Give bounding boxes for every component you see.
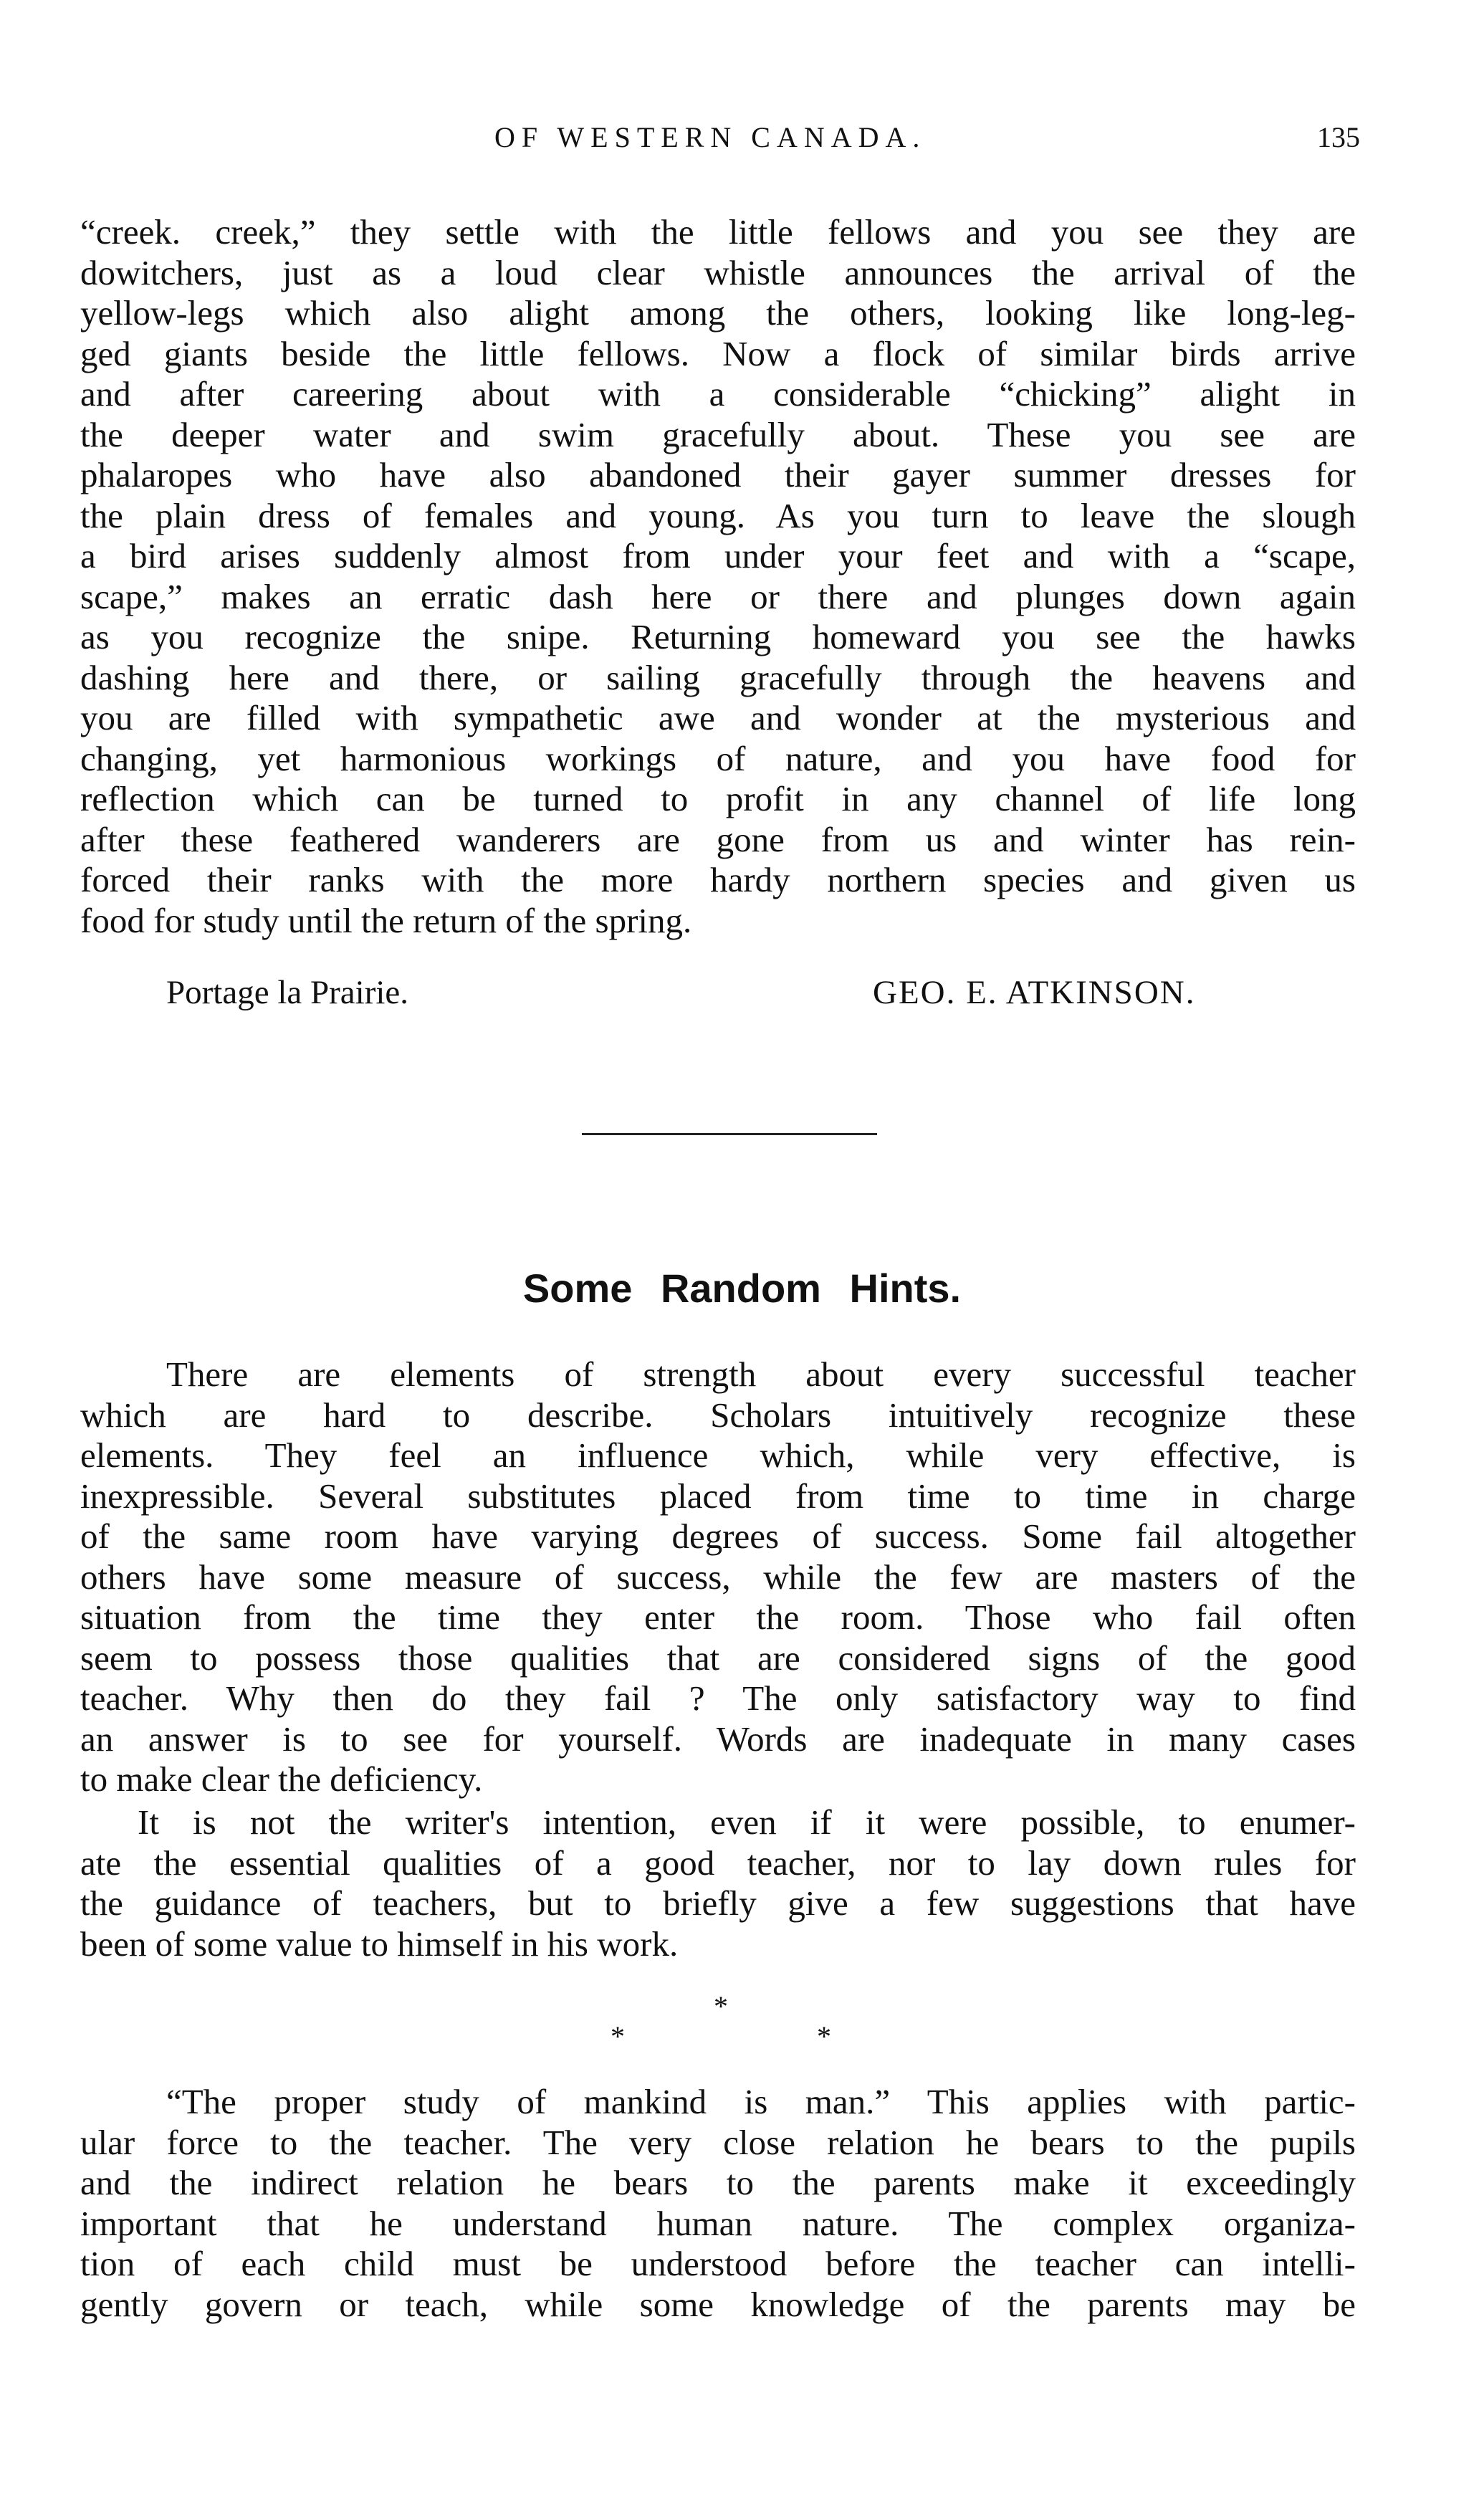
text-line: after these feathered wanderers are gone from us and winter has rein- bbox=[80, 819, 1356, 859]
text-line: ged giants beside the little fellows. Now a flock of similar birds arrive bbox=[80, 333, 1356, 373]
text-line: and after careering about with a considerable “chicking” alight in bbox=[80, 374, 1356, 414]
text-line: and the indirect relation he bears to the parents make it exceedingly bbox=[80, 2163, 1356, 2202]
text-line: seem to possess those qualities that are considered signs of the good bbox=[80, 1638, 1356, 1678]
text-line: the deeper water and swim gracefully about. These you see are bbox=[80, 414, 1356, 454]
running-title: OF WESTERN CANADA. bbox=[494, 121, 927, 153]
text-line: “The proper study of mankind is man.” This applies with partic- bbox=[166, 2082, 1356, 2121]
text-line: It is not the writer's intention, even if it were possible, to enumer- bbox=[138, 1802, 1356, 1842]
text-line: changing, yet harmonious workings of nature, and you have food for bbox=[80, 738, 1356, 778]
text-line: “creek. creek,” they settle with the little fellows and you see they are bbox=[80, 212, 1356, 252]
section-divider bbox=[582, 1133, 877, 1135]
text-line: dashing here and there, or sailing gracefully through the heavens and bbox=[80, 657, 1356, 697]
text-line: tion of each child must be understood before the teacher can intelli- bbox=[80, 2244, 1356, 2283]
text-line: There are elements of strength about every successful teacher bbox=[166, 1354, 1356, 1394]
text-line: you are filled with sympathetic awe and wonder at the mysterious and bbox=[80, 698, 1356, 737]
signature-place: Portage la Prairie. bbox=[166, 974, 409, 1011]
text-line: gently govern or teach, while some knowledge of the parents may be bbox=[80, 2284, 1356, 2324]
text-line: others have some measure of success, while the few are masters of the bbox=[80, 1557, 1356, 1597]
text-line: ate the essential qualities of a good teacher, nor to lay down rules for bbox=[80, 1843, 1356, 1883]
text-line: food for study until the return of the spring. bbox=[80, 900, 692, 940]
text-line: an answer is to see for yourself. Words are inadequate in many cases bbox=[80, 1719, 1356, 1759]
text-line: phalaropes who have also abandoned their gayer summer dresses for bbox=[80, 455, 1356, 494]
text-line: dowitchers, just as a loud clear whistle announces the arrival of the bbox=[80, 252, 1356, 292]
text-line: of the same room have varying degrees of success. Some fail altogether bbox=[80, 1516, 1356, 1556]
text-line: ular force to the teacher. The very close relation he bears to the pupils bbox=[80, 2122, 1356, 2162]
text-line: the guidance of teachers, but to briefly give a few suggestions that have bbox=[80, 1883, 1356, 1923]
text-line: which are hard to describe. Scholars intuitively recognize these bbox=[80, 1395, 1356, 1435]
text-line: teacher. Why then do they fail ? The only satisfactory way to find bbox=[80, 1678, 1356, 1718]
body-paragraph-3 bbox=[80, 2082, 1356, 2325]
article-title: Some Random Hints. bbox=[522, 1266, 962, 1311]
text-line: inexpressible. Several substitutes placed from time to time in charge bbox=[80, 1476, 1356, 1516]
text-line: the plain dress of females and young. As you turn to leave the slough bbox=[80, 495, 1356, 535]
signature-author: GEO. E. ATKINSON. bbox=[873, 974, 1196, 1011]
page-number: 135 bbox=[1317, 121, 1360, 153]
text-line: important that he understand human nature. The complex organiza- bbox=[80, 2203, 1356, 2243]
asterism-star: * bbox=[817, 2020, 831, 2052]
article-continuation-paragraph bbox=[80, 212, 1356, 941]
text-line: reflection which can be turned to profit in any channel of life long bbox=[80, 779, 1356, 818]
text-line: to make clear the deficiency. bbox=[80, 1759, 483, 1799]
text-line: scape,” makes an erratic dash here or there and plunges down again bbox=[80, 576, 1356, 616]
text-line: a bird arises suddenly almost from under your feet and with a “scape, bbox=[80, 536, 1356, 575]
text-line: forced their ranks with the more hardy northern species and given us bbox=[80, 860, 1356, 899]
text-line: been of some value to himself in his work. bbox=[80, 1923, 679, 1964]
body-paragraph-2 bbox=[80, 1802, 1356, 1964]
text-line: elements. They feel an influence which, while very effective, is bbox=[80, 1435, 1356, 1475]
asterism-star: * bbox=[611, 2020, 625, 2052]
text-line: situation from the time they enter the room. Those who fail often bbox=[80, 1597, 1356, 1637]
text-line: as you recognize the snipe. Returning homeward you see the hawks bbox=[80, 617, 1356, 656]
text-line: yellow-legs which also alight among the others, looking like long-leg- bbox=[80, 293, 1356, 333]
asterism-star: * bbox=[714, 1990, 728, 2022]
body-paragraph-1 bbox=[80, 1354, 1356, 1800]
